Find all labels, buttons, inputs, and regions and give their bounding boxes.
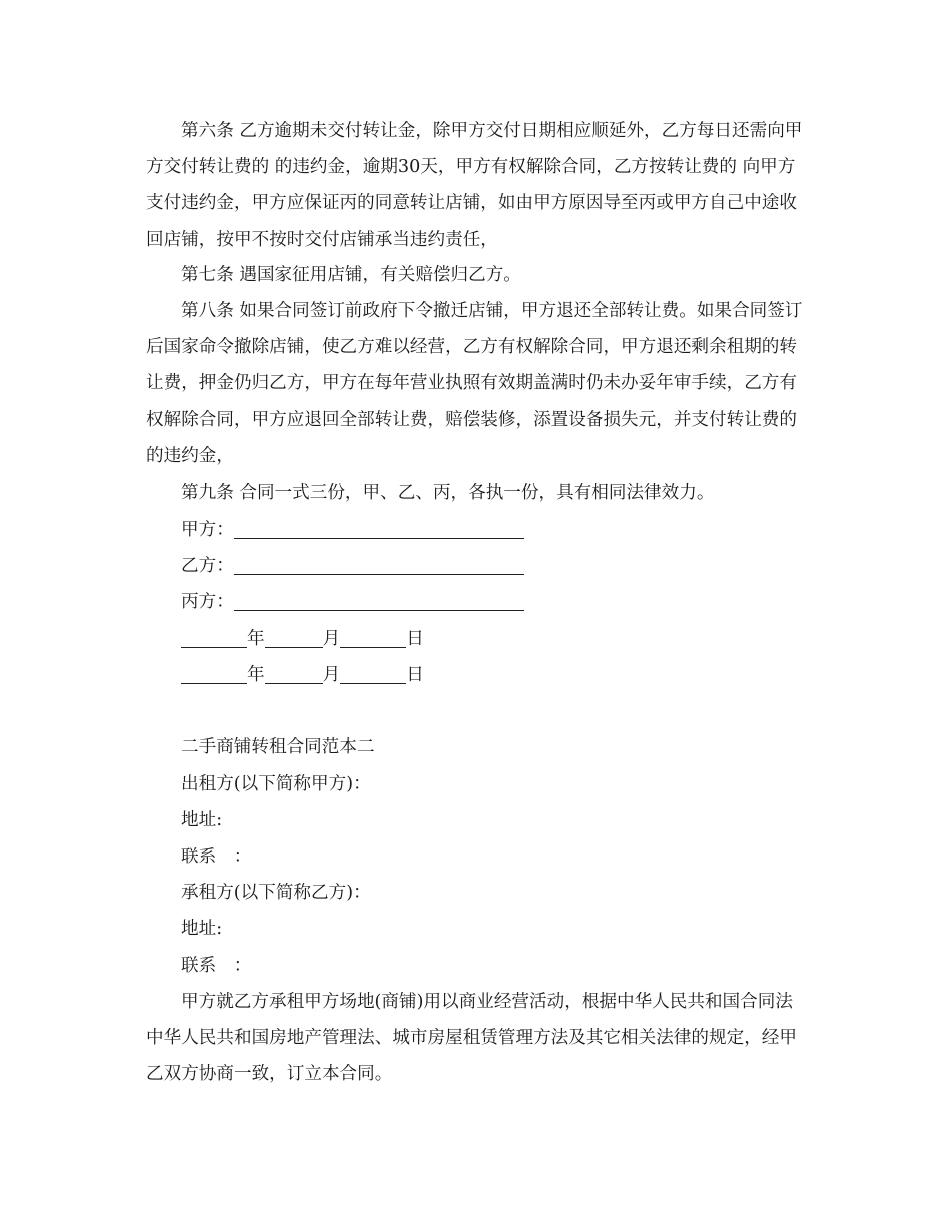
signature-party-c-label: 丙方： [181, 592, 234, 612]
year-blank [181, 627, 247, 648]
month-label: 月 [322, 629, 341, 649]
day-label: 日 [406, 665, 424, 685]
day-blank [340, 627, 406, 648]
signature-party-b-label: 乙方： [181, 556, 234, 576]
lessee-line: 承租方(以下简称乙方)： [181, 883, 371, 903]
signature-party-b [181, 548, 524, 584]
day-blank [340, 663, 406, 684]
date-line [181, 621, 424, 657]
date-line [181, 657, 424, 693]
article-6: 第六条 乙方逾期未交付转让金，除甲方交付日期相应顺延外，乙方每日还需向甲方交付转让费的 的违约金，逾期30天，甲方有权解除合同，乙方按转让费的 向甲方支付违约金，甲方应保证丙的同意转让店铺，如由甲方原因导至丙或甲方自己中途收回店铺，按甲不按时交付店铺承当违约责任， [146, 121, 803, 250]
article-7: 第七条 遇国家征用店铺，有关赔偿归乙方。 [181, 265, 521, 285]
month-blank [265, 663, 323, 684]
day-label: 日 [406, 629, 424, 649]
article-8: 第八条 如果合同签订前政府下令撤迁店铺，甲方退还全部转让费。如果合同签订后国家命令撤除店铺，使乙方难以经营，乙方有权解除合同，甲方退还剩余租期的转让费，押金仍归乙方，甲方在每年营业执照有效期盖满时仍未办妥年审手续，乙方有权解除合同，甲方应退回全部转让费，赔偿装修，添置设备损失元，并支付转让费的 的违约金， [146, 301, 803, 466]
signature-line [234, 518, 524, 539]
signature-line [234, 554, 524, 575]
article-9: 第九条 合同一式三份，甲、乙、丙，各执一份，具有相同法律效力。 [181, 483, 715, 503]
intro-paragraph: 甲方就乙方承租甲方场地(商铺)用以商业经营活动，根据中华人民共和国合同法中华人民共和国房地产管理法、城市房屋租赁管理方法及其它相关法律的规定，经甲乙双方协商一致，订立本合同。 [146, 992, 797, 1085]
lessor-line: 出租方(以下简称甲方)： [181, 774, 371, 794]
lessee-address: 地址: [181, 919, 223, 939]
signature-party-a-label: 甲方： [181, 520, 234, 540]
second-contract-title: 二手商铺转租合同范本二 [181, 737, 375, 757]
signature-party-c [181, 584, 524, 620]
year-label: 年 [247, 665, 265, 685]
signature-line [234, 590, 524, 611]
lessee-contact: 联系 ： [181, 956, 252, 976]
month-label: 月 [322, 665, 341, 685]
month-blank [265, 627, 323, 648]
lessor-address: 地址: [181, 810, 223, 830]
year-blank [181, 663, 247, 684]
year-label: 年 [247, 629, 265, 649]
signature-party-a [181, 512, 524, 548]
lessor-contact: 联系 ： [181, 847, 252, 867]
